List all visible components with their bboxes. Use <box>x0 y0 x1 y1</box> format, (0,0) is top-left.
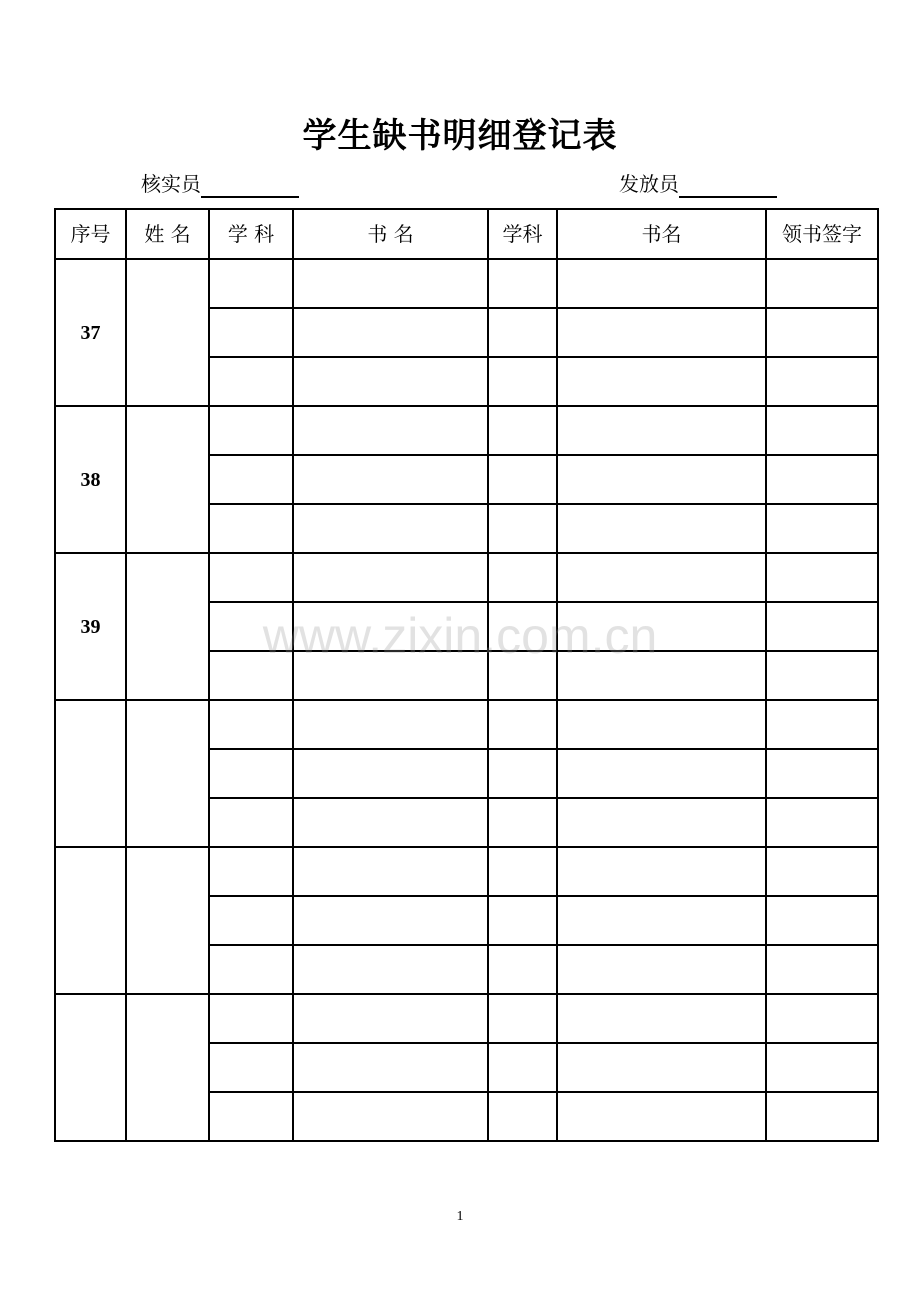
subject-cell[interactable] <box>209 994 293 1043</box>
table-row <box>55 553 878 602</box>
signature-cell[interactable] <box>766 994 878 1043</box>
seq-cell <box>55 700 126 847</box>
checker-field <box>141 170 299 198</box>
signature-cell[interactable] <box>766 406 878 455</box>
book-title-cell-2[interactable] <box>557 406 766 455</box>
student-name-cell[interactable] <box>126 259 209 406</box>
book-title-cell-2[interactable] <box>557 847 766 896</box>
header-seq: 序号 <box>55 209 126 259</box>
page-title: 学生缺书明细登记表 <box>302 116 618 156</box>
checker-blank-line <box>201 170 299 198</box>
subject-cell-2[interactable] <box>488 1043 557 1092</box>
subject-cell[interactable] <box>209 700 293 749</box>
book-title-cell[interactable] <box>293 994 488 1043</box>
subject-cell[interactable] <box>209 651 293 700</box>
subject-cell-2[interactable] <box>488 259 557 308</box>
header-name: 姓 名 <box>126 209 209 259</box>
subject-cell[interactable] <box>209 945 293 994</box>
header-signature: 领书签字 <box>766 209 878 259</box>
book-title-cell-2[interactable] <box>557 798 766 847</box>
book-title-cell[interactable] <box>293 1043 488 1092</box>
subject-cell-2[interactable] <box>488 308 557 357</box>
issuer-field <box>619 170 777 198</box>
subject-cell-2[interactable] <box>488 945 557 994</box>
seq-cell <box>55 994 126 1141</box>
table-header-row <box>55 209 878 259</box>
subject-cell-2[interactable] <box>488 553 557 602</box>
book-title-cell-2[interactable] <box>557 259 766 308</box>
student-name-cell[interactable] <box>126 553 209 700</box>
subject-cell[interactable] <box>209 357 293 406</box>
signature-cell[interactable] <box>766 1092 878 1141</box>
student-name-cell[interactable] <box>126 700 209 847</box>
student-name-cell[interactable] <box>126 847 209 994</box>
book-title-cell[interactable] <box>293 1092 488 1141</box>
book-title-cell[interactable] <box>293 259 488 308</box>
issuer-blank-line <box>679 170 777 198</box>
book-title-cell[interactable] <box>293 357 488 406</box>
header-subject-2: 学科 <box>488 209 557 259</box>
watermark: www.zixin.com.cn <box>262 608 658 664</box>
header-subject: 学 科 <box>209 209 293 259</box>
subject-cell-2[interactable] <box>488 455 557 504</box>
signature-cell[interactable] <box>766 700 878 749</box>
book-title-cell-2[interactable] <box>557 749 766 798</box>
subject-cell[interactable] <box>209 602 293 651</box>
table-row <box>55 994 878 1043</box>
registration-table <box>54 208 879 1142</box>
book-title-cell[interactable] <box>293 847 488 896</box>
book-title-cell[interactable] <box>293 602 488 651</box>
signature-cell[interactable] <box>766 798 878 847</box>
header-book-title-2: 书名 <box>557 209 766 259</box>
subject-cell[interactable] <box>209 504 293 553</box>
book-title-cell[interactable] <box>293 308 488 357</box>
subject-cell[interactable] <box>209 847 293 896</box>
subject-cell-2[interactable] <box>488 896 557 945</box>
subject-cell[interactable] <box>209 896 293 945</box>
seq-cell: 37 <box>55 259 126 406</box>
book-title-cell[interactable] <box>293 896 488 945</box>
book-title-cell-2[interactable] <box>557 1092 766 1141</box>
signature-cell[interactable] <box>766 504 878 553</box>
book-title-cell[interactable] <box>293 406 488 455</box>
subject-cell[interactable] <box>209 308 293 357</box>
book-title-cell-2[interactable] <box>557 945 766 994</box>
subject-cell-2[interactable] <box>488 357 557 406</box>
subject-cell[interactable] <box>209 798 293 847</box>
book-title-cell-2[interactable] <box>557 504 766 553</box>
subject-cell[interactable] <box>209 749 293 798</box>
signature-cell[interactable] <box>766 945 878 994</box>
book-title-cell-2[interactable] <box>557 1043 766 1092</box>
book-title-cell[interactable] <box>293 553 488 602</box>
subject-cell-2[interactable] <box>488 798 557 847</box>
subject-cell-2[interactable] <box>488 749 557 798</box>
book-title-cell[interactable] <box>293 455 488 504</box>
signature-cell[interactable] <box>766 308 878 357</box>
subject-cell[interactable] <box>209 553 293 602</box>
book-title-cell-2[interactable] <box>557 308 766 357</box>
checker-label: 核实员 <box>141 172 201 196</box>
issuer-label: 发放员 <box>619 172 679 196</box>
signature-cell[interactable] <box>766 896 878 945</box>
subject-cell[interactable] <box>209 259 293 308</box>
subject-cell-2[interactable] <box>488 504 557 553</box>
signature-cell[interactable] <box>766 259 878 308</box>
book-title-cell[interactable] <box>293 945 488 994</box>
book-title-cell-2[interactable] <box>557 994 766 1043</box>
subject-cell-2[interactable] <box>488 406 557 455</box>
book-title-cell-2[interactable] <box>557 651 766 700</box>
signature-cell[interactable] <box>766 553 878 602</box>
table-row <box>55 847 878 896</box>
signature-cell[interactable] <box>766 749 878 798</box>
table-row <box>55 406 878 455</box>
signature-cell[interactable] <box>766 1043 878 1092</box>
book-title-cell-2[interactable] <box>557 896 766 945</box>
subject-cell-2[interactable] <box>488 700 557 749</box>
student-name-cell[interactable] <box>126 994 209 1141</box>
subject-cell-2[interactable] <box>488 651 557 700</box>
subject-cell[interactable] <box>209 455 293 504</box>
book-title-cell[interactable] <box>293 651 488 700</box>
book-title-cell-2[interactable] <box>557 357 766 406</box>
table-row <box>55 700 878 749</box>
book-title-cell-2[interactable] <box>557 700 766 749</box>
book-title-cell-2[interactable] <box>557 602 766 651</box>
header-book-title: 书 名 <box>293 209 488 259</box>
book-title-cell-2[interactable] <box>557 553 766 602</box>
book-title-cell[interactable] <box>293 798 488 847</box>
signature-cell[interactable] <box>766 357 878 406</box>
subject-cell[interactable] <box>209 1092 293 1141</box>
subject-cell[interactable] <box>209 1043 293 1092</box>
book-title-cell[interactable] <box>293 700 488 749</box>
book-title-cell[interactable] <box>293 749 488 798</box>
page-number: 1 <box>456 1209 464 1224</box>
seq-cell <box>55 847 126 994</box>
signature-cell[interactable] <box>766 455 878 504</box>
subject-cell-2[interactable] <box>488 847 557 896</box>
subject-cell[interactable] <box>209 406 293 455</box>
seq-cell: 39 <box>55 553 126 700</box>
book-title-cell-2[interactable] <box>557 455 766 504</box>
signature-cell[interactable] <box>766 847 878 896</box>
signature-cell[interactable] <box>766 651 878 700</box>
subject-cell-2[interactable] <box>488 602 557 651</box>
table-row <box>55 259 878 308</box>
subject-cell-2[interactable] <box>488 1092 557 1141</box>
student-name-cell[interactable] <box>126 406 209 553</box>
seq-cell: 38 <box>55 406 126 553</box>
subject-cell-2[interactable] <box>488 994 557 1043</box>
signature-cell[interactable] <box>766 602 878 651</box>
book-title-cell[interactable] <box>293 504 488 553</box>
